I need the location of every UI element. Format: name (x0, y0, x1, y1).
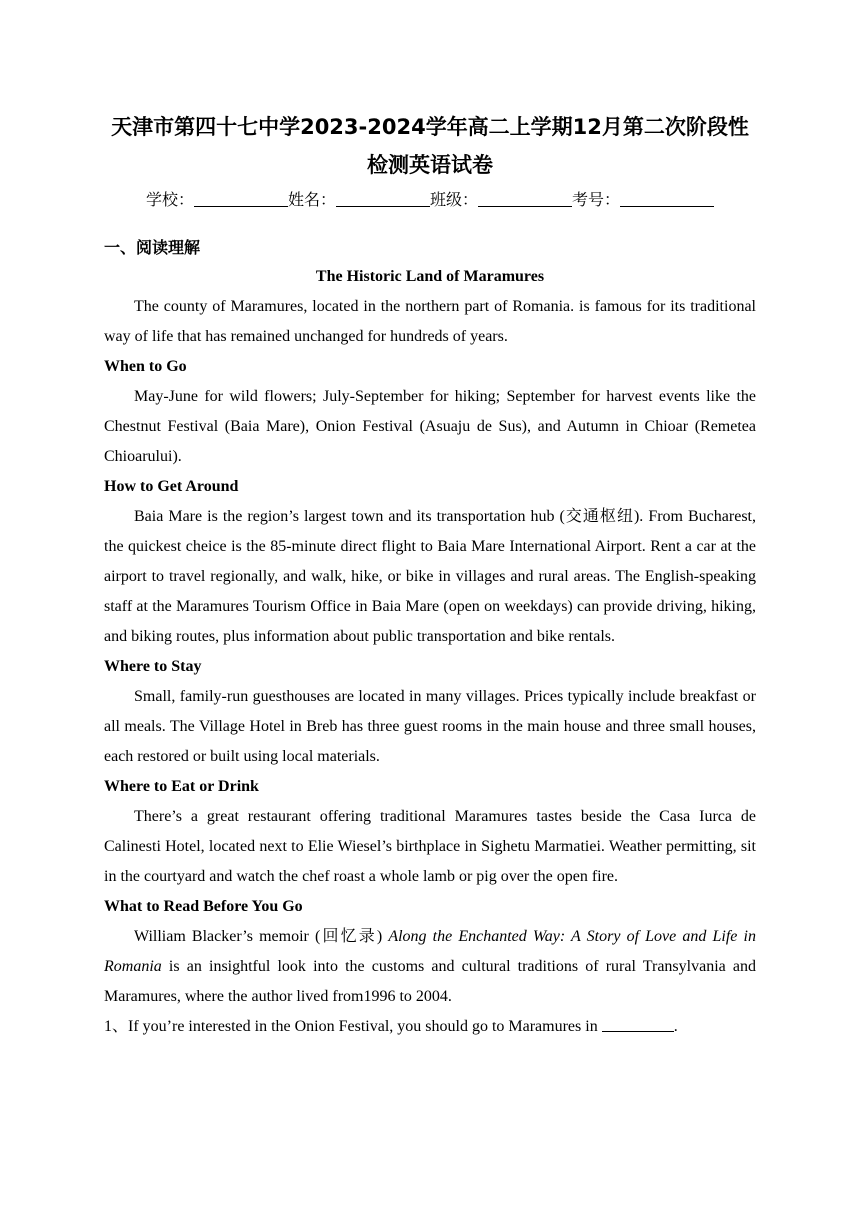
exam-number-field: 考号： (572, 186, 714, 214)
eat-paragraph: There’s a great restaurant offering traditional Maramures tastes beside the Casa Iurca de Calinesti Hotel, located next to Elie Wiesel’s birthplace in Sighetu Marmatiei. Weather permitting, sit in the courtyard and watch the chef roast a whole lamb or pig over the open fire. (104, 808, 756, 885)
read-heading: What to Read Before You Go (104, 898, 303, 915)
section-heading: 一、阅读理解 (104, 238, 201, 257)
question-text: If you’re interested in the Onion Festival, you should go to Maramures in (128, 1018, 598, 1035)
intro-paragraph: The county of Maramures, located in the northern part of Romania. is famous for its traditional way of life that has remained unchanged for hundreds of years. (104, 298, 756, 345)
answer-blank[interactable] (602, 1015, 674, 1032)
how-paragraph: Baia Mare is the region’s largest town and its transportation hub (交通枢纽). From Bucharest, the quickest cheice is the 85-minute direct flight to Baia Mare International Airport. Rent a car at the airport to travel regionally, and walk, hike, or bike in villages and rural areas. The English-speaking staff at the Maramures Tourism Office in Baia Mare (open on weekdays) can provide driving, hiking, and biking routes, plus information about public transportation and bike rentals. (104, 508, 756, 645)
name-blank[interactable] (336, 188, 430, 207)
student-info-row (104, 186, 756, 214)
stay-paragraph: Small, family-run guesthouses are located in many villages. Prices typically include breakfast or all meals. The Village Hotel in Breb has three guest rooms in the main house and three small houses, each restored or built using local materials. (104, 688, 756, 765)
title-line-1: 天津市第四十七中学2023-2024学年高二上学期12月第二次阶段性 (111, 115, 749, 139)
name-field: 姓名： (288, 186, 430, 214)
exam-number-blank[interactable] (620, 188, 714, 207)
class-field: 班级： (430, 186, 572, 214)
title-line-2: 检测英语试卷 (367, 153, 493, 177)
class-blank[interactable] (478, 188, 572, 207)
stay-heading: Where to Stay (104, 658, 202, 675)
school-field: 学校： (146, 186, 288, 214)
exam-title (104, 108, 756, 184)
question-number: 1、 (104, 1018, 129, 1035)
eat-heading: Where to Eat or Drink (104, 778, 259, 795)
when-heading: When to Go (104, 358, 187, 375)
how-heading: How to Get Around (104, 478, 239, 495)
book-title: Along the Enchanted Way: A Story of Love and Life in Romania (104, 928, 756, 975)
exam-page (104, 108, 756, 1042)
question-1: 1、If you’re interested in the Onion Festival, you should go to Maramures in . (104, 1012, 756, 1042)
when-paragraph: May-June for wild flowers; July-September for hiking; September for harvest events like the Chestnut Festival (Baia Mare), Onion Festival (Asuaju de Sus), and Autumn in Chioar (Remetea Chioarului). (104, 388, 756, 465)
read-paragraph: William Blacker’s memoir (回忆录) Along the Enchanted Way: A Story of Love and Life in Romania is an insightful look into the customs and cultural traditions of rural Transylvania and Maramures, where the author lived from1996 to 2004. (104, 928, 756, 1005)
passage-title: The Historic Land of Maramures (315, 268, 545, 285)
school-blank[interactable] (194, 188, 288, 207)
